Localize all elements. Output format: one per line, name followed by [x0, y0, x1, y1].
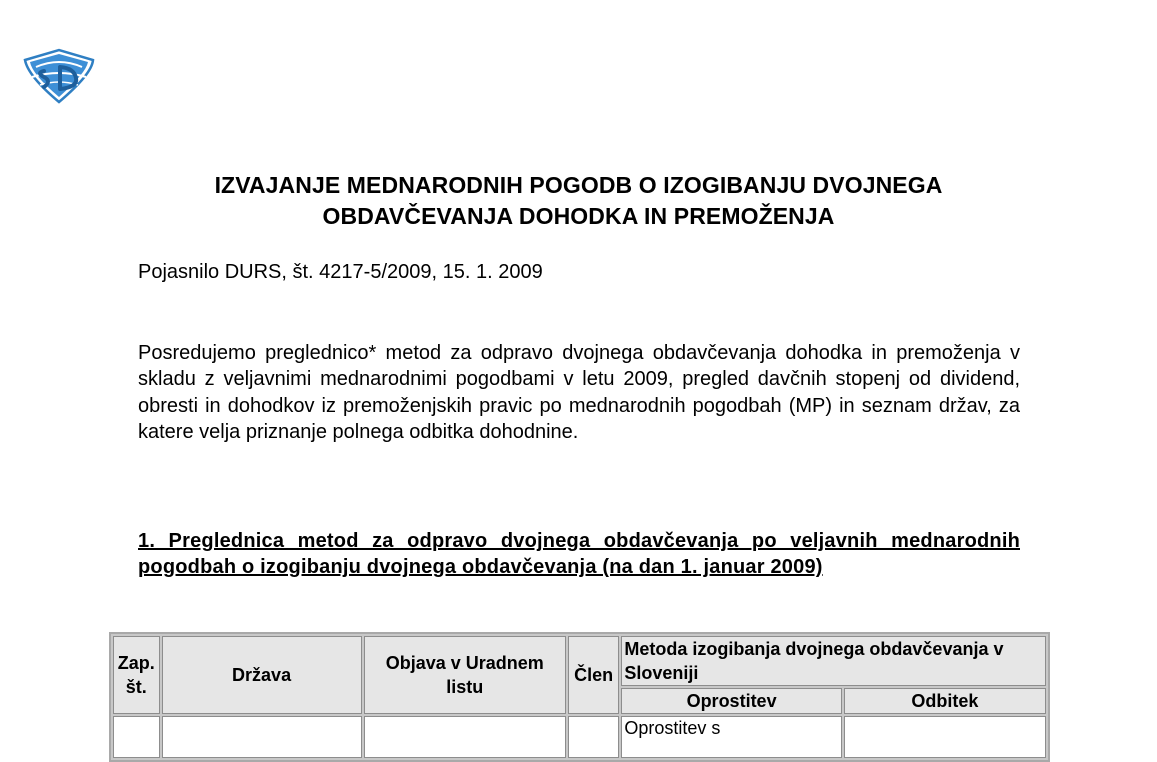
table-header-row: [113, 636, 1046, 686]
intro-paragraph: Posredujemo preglednico* metod za odpravo dvojnega obdavčevanja dohodka in premoženja v skladu z veljavnimi mednarodnimi pogodbami v letu 2009, pregled davčnih stopenj od dividend, obresti in dohodkov iz premoženjskih pravic po mednarodnih pogodbah (MP) in seznam držav, za katere velja priznanje polnega odbitka dohodnine.: [138, 342, 1020, 444]
header-zap-st: Zap. št.: [113, 636, 160, 714]
cell-clen: [568, 716, 620, 758]
header-odbitek: Odbitek: [844, 688, 1046, 714]
title-line-1: IZVAJANJE MEDNARODNIH POGODB O IZOGIBANJU DVOJNEGA: [214, 172, 943, 198]
header-drzava: Država: [162, 636, 362, 714]
durs-logo: [22, 47, 96, 105]
shield-logo-icon: [22, 47, 96, 105]
cell-zap-st: [113, 716, 160, 758]
cell-oprostitev: Oprostitev s: [621, 716, 841, 758]
cell-odbitek: [844, 716, 1046, 758]
title-line-2: OBDAVČEVANJA DOHODKA IN PREMOŽENJA: [322, 203, 835, 229]
cell-objava: [364, 716, 566, 758]
table-row: [113, 716, 1046, 758]
header-objava: Objava v Uradnem listu: [364, 636, 566, 714]
header-metoda: Metoda izogibanja dvojnega obdavčevanja v Sloveniji: [621, 636, 1046, 686]
header-oprostitev: Oprostitev: [621, 688, 841, 714]
cell-drzava: [162, 716, 362, 758]
document-title: [100, 170, 1057, 232]
document-subtitle: Pojasnilo DURS, št. 4217-5/2009, 15. 1. 2009: [138, 261, 543, 283]
section-heading: 1. Preglednica metod za odpravo dvojnega obdavčevanja po veljavnih mednarodnih pogodbah o izogibanju dvojnega obdavčevanja (na dan 1. januar 2009): [138, 530, 1020, 579]
header-clen: Člen: [568, 636, 620, 714]
